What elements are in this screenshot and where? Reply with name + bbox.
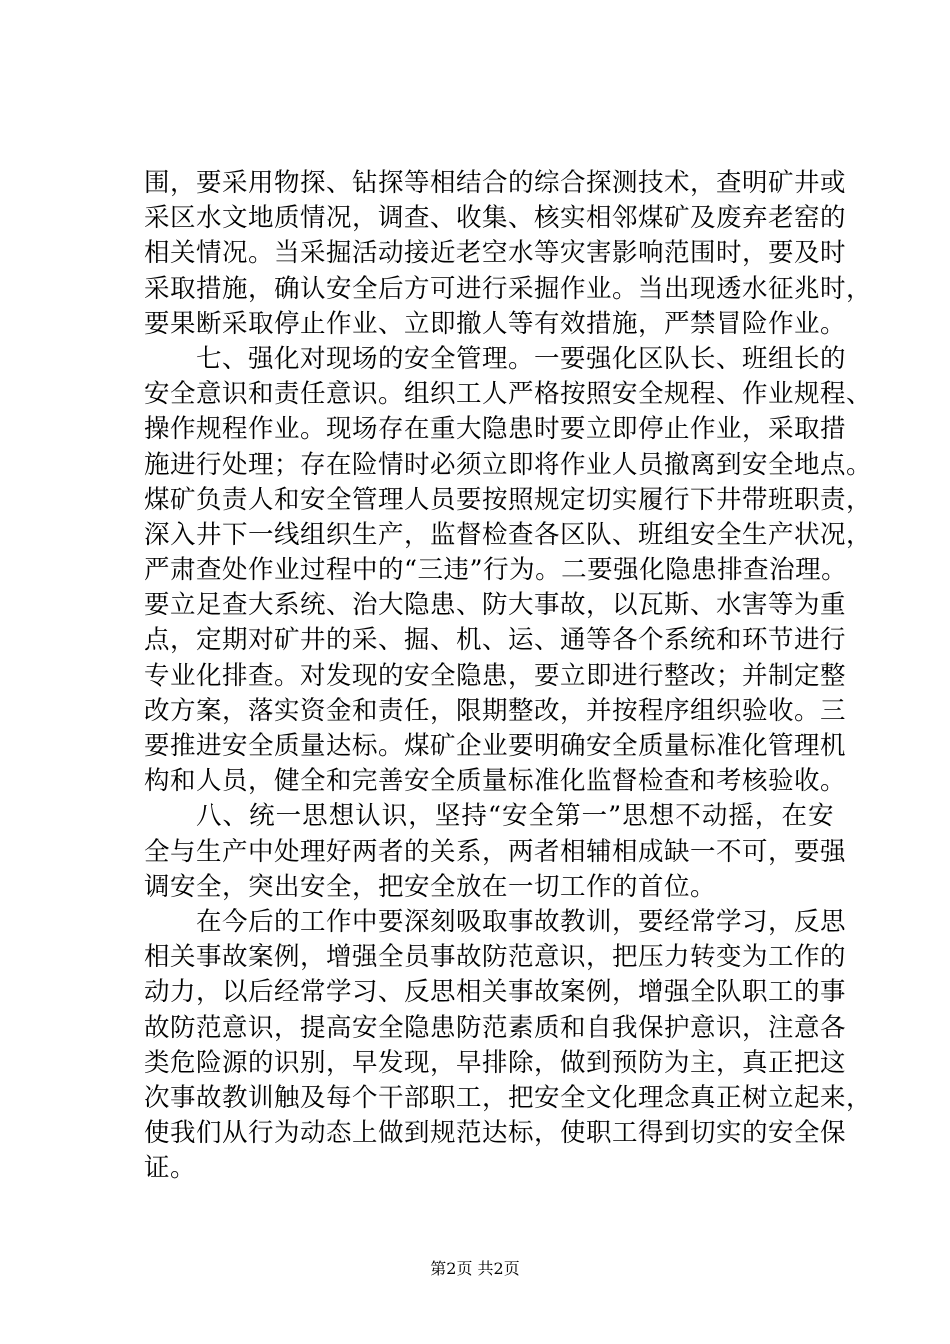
- text-line: 点，定期对矿井的采、掘、机、运、通等各个系统和环节进行: [144, 625, 847, 656]
- text-line: 采取措施，确认安全后方可进行采掘作业。当出现透水征兆时，: [144, 273, 873, 304]
- text-line: 操作规程作业。现场存在重大隐患时要立即停止作业，采取措: [144, 414, 847, 445]
- text-line: 类危险源的识别，早发现，早排除，做到预防为主，真正把这: [144, 1047, 847, 1078]
- text-line: 证。: [144, 1153, 197, 1184]
- text-line: 安全意识和责任意识。组织工人严格按照安全规程、作业规程、: [144, 379, 873, 410]
- page-footer: [0, 1258, 950, 1280]
- text-line: 八、统一思想认识，坚持“安全第一”思想不动摇，在安: [196, 801, 834, 832]
- text-line: 专业化排查。对发现的安全隐患，要立即进行整改；并制定整: [144, 660, 847, 691]
- text-line: 故防范意识，提高安全隐患防范素质和自我保护意识，注意各: [144, 1012, 847, 1043]
- text-line: 要推进安全质量达标。煤矿企业要明确安全质量标准化管理机: [144, 731, 847, 761]
- text-line: 要立足查大系统、治大隐患、防大事故，以瓦斯、水害等为重: [144, 590, 847, 621]
- text-line: 相关事故案例，增强全员事故防范意识，把压力转变为工作的: [144, 942, 847, 973]
- text-line: 次事故教训触及每个干部职工，把安全文化理念真正树立起来，: [144, 1082, 873, 1113]
- text-line: 相关情况。当采掘活动接近老空水等灾害影响范围时，要及时: [144, 238, 847, 269]
- text-line: 要果断采取停止作业、立即撤人等有效措施，严禁冒险作业。: [144, 308, 847, 339]
- text-line: 在今后的工作中要深刻吸取事故教训，要经常学习，反思: [196, 906, 847, 937]
- text-line: 七、强化对现场的安全管理。一要强化区队长、班组长的: [196, 343, 847, 374]
- text-line: 严肃查处作业过程中的“三违”行为。二要强化隐患排查治理。: [144, 555, 848, 586]
- text-line: 围，要采用物探、钻探等相结合的综合探测技术，查明矿井或: [144, 168, 847, 198]
- text-line: 煤矿负责人和安全管理人员要按照规定切实履行下井带班职责，: [144, 484, 873, 515]
- text-line: 动力，以后经常学习、反思相关事故案例，增强全队职工的事: [144, 977, 847, 1008]
- text-line: 全与生产中处理好两者的关系，两者相辅相成缺一不可，要强: [144, 836, 847, 867]
- text-line: 构和人员，健全和完善安全质量标准化监督检查和考核验收。: [144, 766, 847, 797]
- text-line: 施进行处理；存在险情时必须立即将作业人员撤离到安全地点。: [144, 449, 873, 480]
- text-line: 深入井下一线组织生产，监督检查各区队、班组安全生产状况，: [144, 519, 873, 550]
- body-text: [144, 166, 873, 1186]
- page-number-label: 第2页 共2页: [430, 1259, 520, 1278]
- text-line: 采区水文地质情况，调查、收集、核实相邻煤矿及废弃老窑的: [144, 203, 847, 234]
- text-line: 使我们从行为动态上做到规范达标，使职工得到切实的安全保: [144, 1118, 847, 1149]
- text-line: 调安全，突出安全，把安全放在一切工作的首位。: [144, 871, 717, 902]
- text-line: 改方案，落实资金和责任，限期整改，并按程序组织验收。三: [144, 695, 847, 726]
